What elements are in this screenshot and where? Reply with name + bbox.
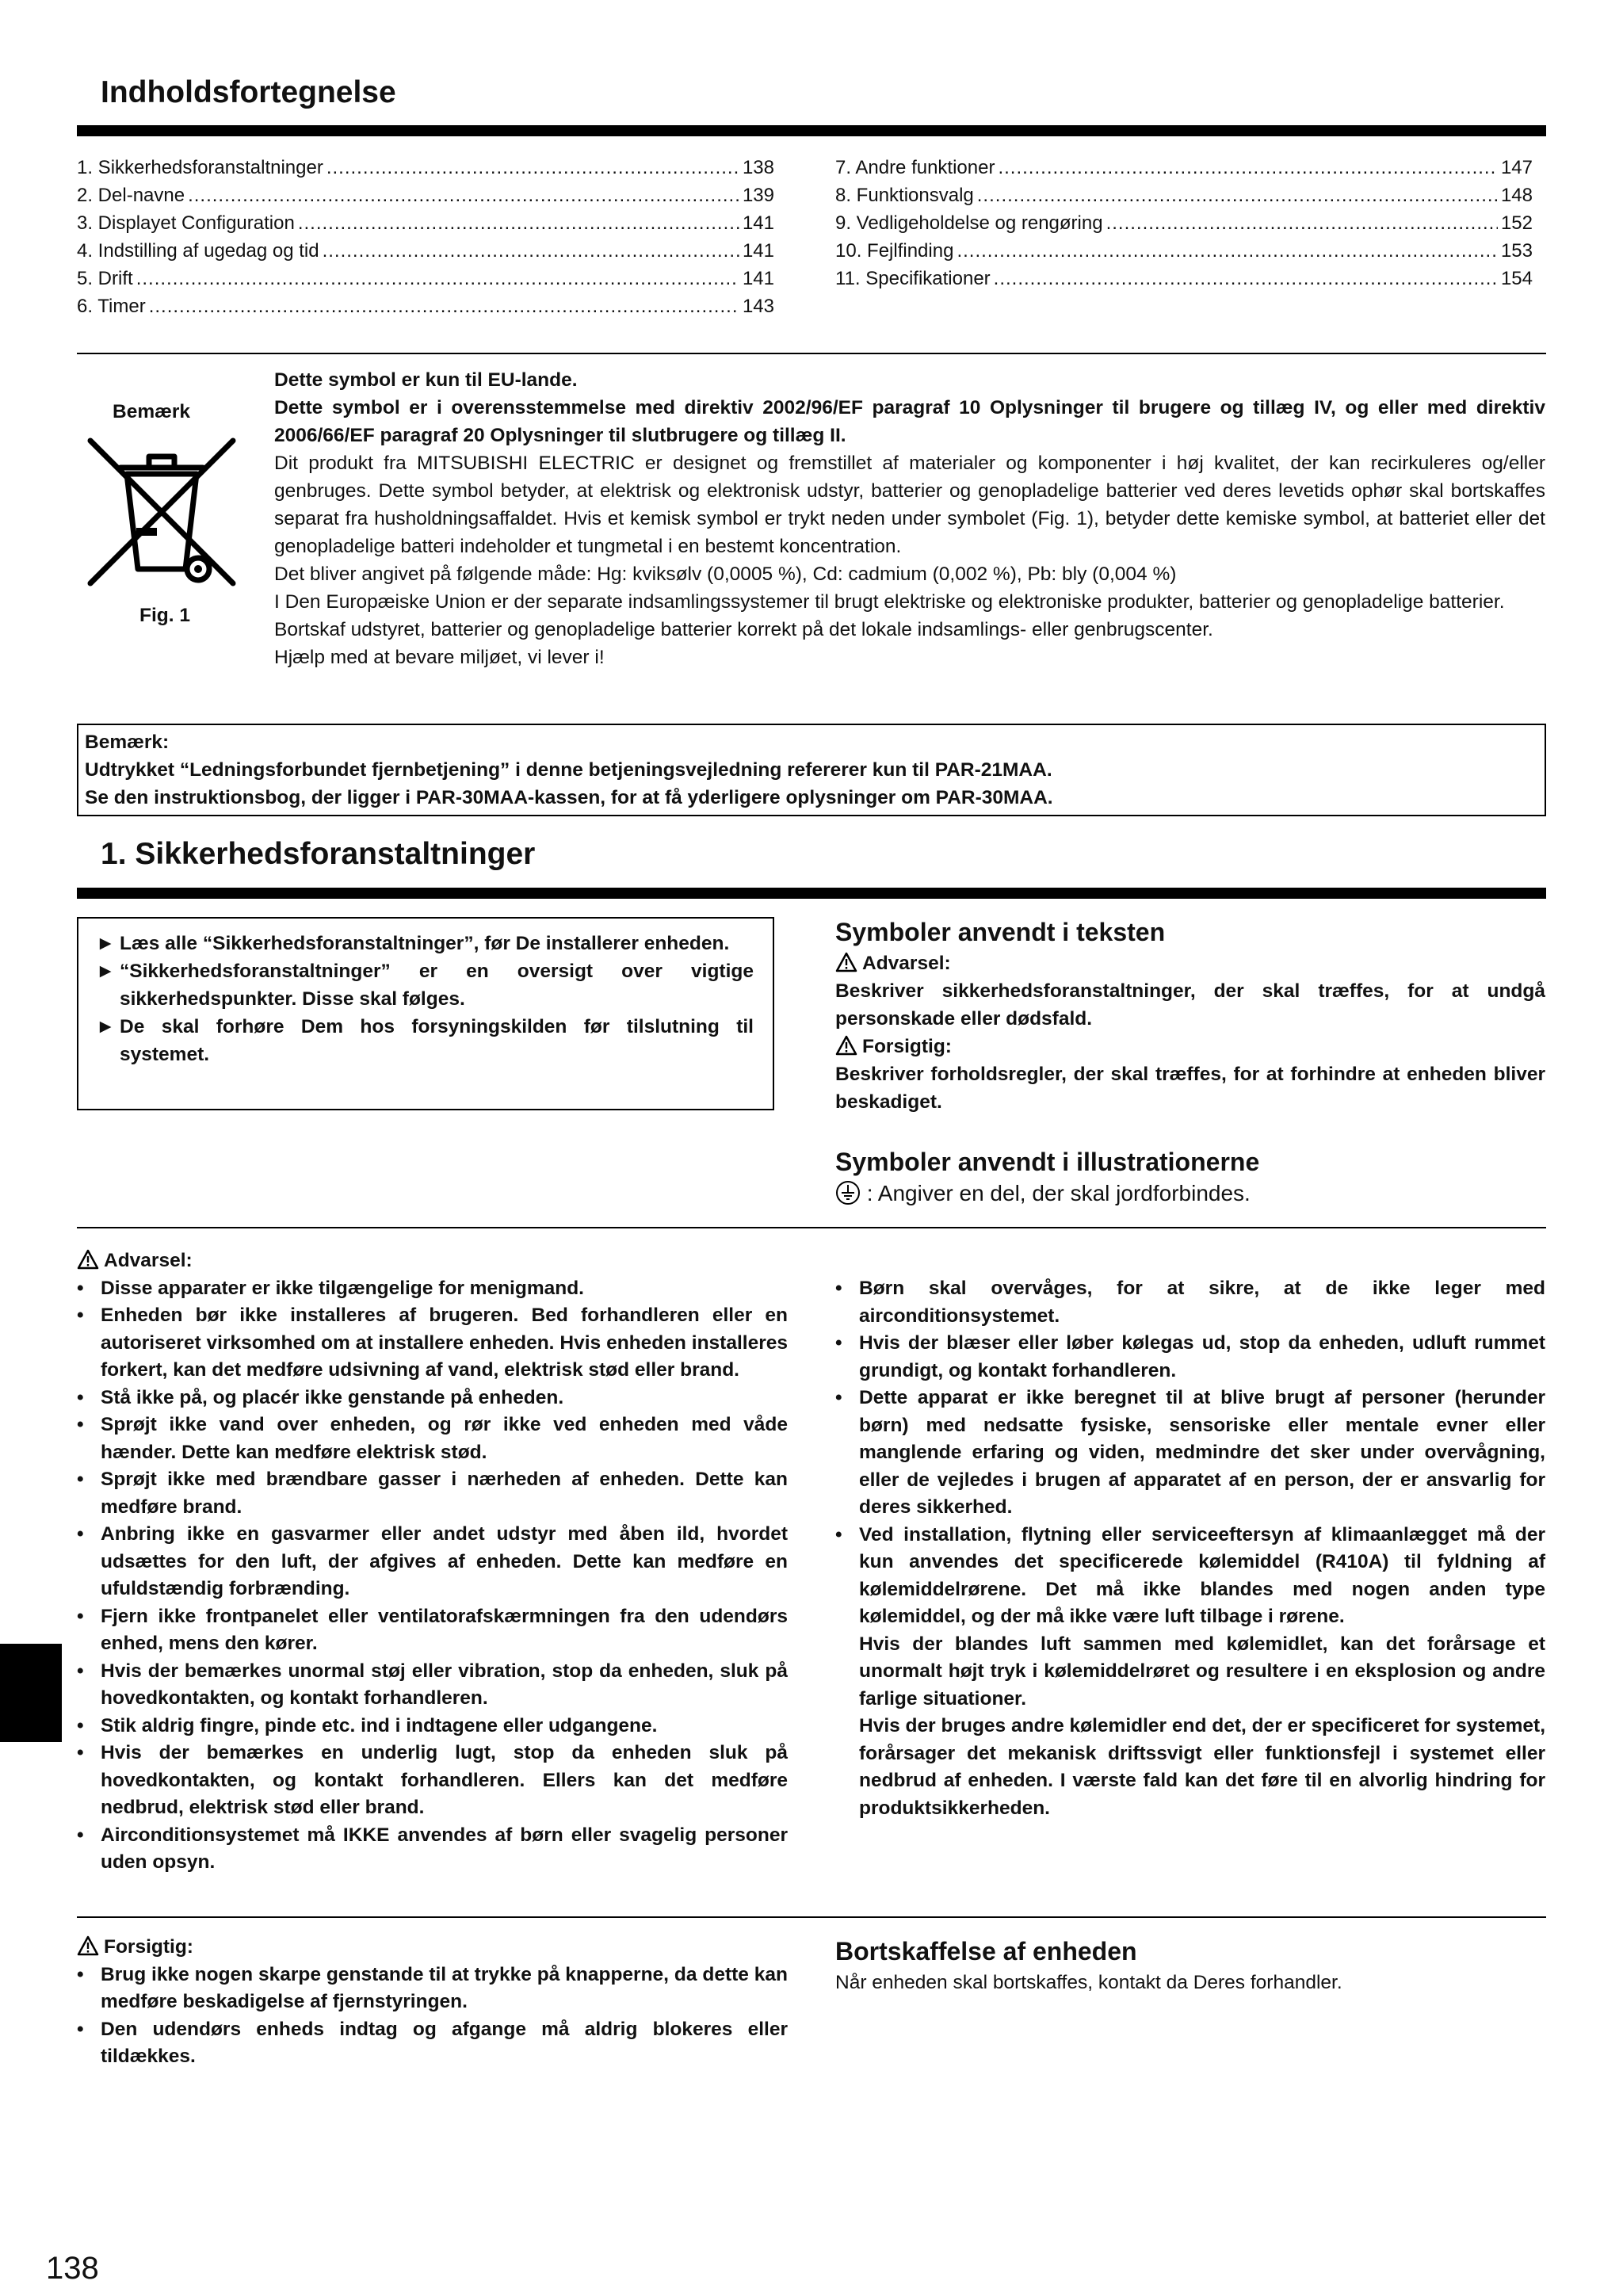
toc-item[interactable]: 9. Vedligeholdelse og rengøring ..... 152 bbox=[835, 209, 1533, 237]
advarsel-desc: Beskriver sikkerhedsforanstaltninger, der skal træffes, for at undgå personskade eller dødsfald. bbox=[835, 980, 1545, 1030]
toc-item[interactable]: 4. Indstilling af ugedag og tid ..... 141 bbox=[77, 237, 774, 265]
caution-item: • Brug ikke nogen skarpe genstande til at trykke på knapperne, da dette kan medføre beskadigelse af fjernstyringen. bbox=[77, 1963, 788, 2012]
toc-item[interactable]: 7. Andre funktioner ..... 147 bbox=[835, 154, 1533, 181]
symbols-illus-title: Symboler anvendt i illustrationerne bbox=[835, 1148, 1260, 1176]
instruction-item: ► “Sikkerhedsforanstaltninger” er en oversigt over vigtige sikkerhedspunkter. Disse skal følges. bbox=[96, 961, 754, 1010]
warning-item: • Enheden bør ikke installeres af brugeren. Bed forhandleren eller en autoriseret virksomhed om at installere enheden. Hvis enheden installeres forkert, kan det medføre udsivning af vand, elektrisk stød eller brand. bbox=[77, 1305, 788, 1381]
eu-note-line2: Dette symbol er i overensstemmelse med direktiv 2002/96/EF paragraf 10 Oplysninger til brugere og tillæg IV, og eller med direktiv 2006/66/EF paragraf 20 Oplysninger til slutbrugere og tillæg II. bbox=[274, 397, 1545, 446]
warning-item: • Hvis der blæser eller løber kølegas ud, stop da enheden, udluft rummet grundigt, og kontakt forhandleren. bbox=[835, 1332, 1545, 1381]
remark-box bbox=[77, 724, 1546, 816]
ground-desc: : Angiver en del, der skal jordforbindes. bbox=[866, 1181, 1251, 1205]
eu-note-body bbox=[274, 366, 1545, 671]
remark-line1: Udtrykket “Ledningsforbundet fjernbetjening” i denne betjeningsvejledning refererer kun til PAR-21MAA. bbox=[85, 759, 1052, 781]
warning-item: • Disse apparater er ikke tilgængelige for menigmand. bbox=[77, 1277, 584, 1299]
warning-item: • Anbring ikke en gasvarmer eller andet udstyr med åben ild, hvordet udsættes for den luft, der afgives af enheden. Dette kan medføre en ufuldstændig forbrænding. bbox=[77, 1523, 788, 1599]
forsigtig-label: Forsigtig: bbox=[862, 1036, 952, 1057]
divider bbox=[77, 1227, 1546, 1228]
warning-item: • Dette apparat er ikke beregnet til at blive brugt af personer (herunder børn) med nedsatte fysiske, sensoriske eller mentale evner eller manglende erfaring og viden, medmindre det sker under overvågning, eller de vejledes i brugen af apparatet af en person, der er ansvarlig for deres sikkerhed. bbox=[835, 1387, 1545, 1518]
warning-item: • Hvis der bemærkes en underlig lugt, stop da enheden sluk på hovedkontakten, og kontakt forhandleren. Ellers kan det medføre nedbrud, elektrisk stød eller brand. bbox=[77, 1742, 788, 1818]
warning-item: • Hvis der bemærkes unormal støj eller vibration, stop da enheden, sluk på hovedkontakten, og kontakt forhandleren. bbox=[77, 1660, 788, 1709]
warning-icon bbox=[77, 1249, 99, 1270]
fig-label: Fig. 1 bbox=[139, 605, 190, 626]
eu-note-para5: Hjælp med at bevare miljøet, vi lever i! bbox=[274, 647, 605, 668]
eu-note-para3: I Den Europæiske Union er der separate indsamlingssystemer til brugt elektriske og elektroniske produkter, batterier og genopladelige batterier. bbox=[274, 591, 1505, 613]
forsigtig-desc: Beskriver forholdsregler, der skal træffes, for at forhindre at enheden bliver beskadiget. bbox=[835, 1064, 1545, 1113]
toc-item[interactable]: 3. Displayet Configuration ..... 141 bbox=[77, 209, 774, 237]
toc-item[interactable]: 8. Funktionsvalg ..... 148 bbox=[835, 181, 1533, 209]
divider bbox=[77, 353, 1546, 354]
toc-item[interactable]: 2. Del-navne ..... 139 bbox=[77, 181, 774, 209]
section1-rule bbox=[77, 888, 1546, 899]
caution-icon bbox=[77, 1935, 99, 1956]
divider bbox=[77, 1916, 1546, 1918]
eu-note-para4: Bortskaf udstyret, batterier og genopladelige batterier korrekt på det lokale indsamlings- eller genbrugscenter. bbox=[274, 619, 1213, 640]
eu-note-para2: Det bliver angivet på følgende måde: Hg: kviksølv (0,0005 %), Cd: cadmium (0,002 %), Pb: bly (0,004 %) bbox=[274, 563, 1177, 585]
warning-item: • Stå ikke på, og placér ikke genstande på enheden. bbox=[77, 1386, 564, 1408]
toc-right bbox=[835, 154, 1533, 292]
disposal-section bbox=[835, 1934, 1545, 1996]
warning-item: • Fjern ikke frontpanelet eller ventilatorafskærmningen fra den udendørs enhed, mens den kører. bbox=[77, 1605, 788, 1654]
ground-icon bbox=[835, 1180, 861, 1205]
warning-item: • Stik aldrig fingre, pinde etc. ind i indtagene eller udgangene. bbox=[77, 1714, 658, 1736]
caution-icon bbox=[835, 1035, 857, 1056]
section-tab bbox=[0, 1644, 62, 1742]
warning-extra: Hvis der bruges andre kølemidler end det, der er specificeret for systemet, forårsager det mekanisk driftssvigt eller funktionsfejl i systemet eller nedbrud af enheden. I værste fald kan det føre til en alvorlig hindring for produktsikkerheden. bbox=[859, 1715, 1545, 1819]
warnings-left bbox=[77, 1247, 788, 1877]
warning-item: • Ved installation, flytning eller serviceeftersyn af klimaanlægget må der kun anvendes det specificerede kølemiddel (R410A) til fyldning af kølemiddelrørene. Det må ikke blandes med nogen anden type kølemiddel, og der må ikke være luft tilbage i rørene. bbox=[835, 1523, 1545, 1627]
caution-title: Forsigtig: bbox=[104, 1936, 193, 1958]
disposal-title: Bortskaffelse af enheden bbox=[835, 1937, 1137, 1966]
instruction-item: ► Læs alle “Sikkerhedsforanstaltninger”, før De installerer enheden. bbox=[96, 933, 730, 954]
symbols-text bbox=[835, 915, 1545, 1208]
eu-note-label: Bemærk bbox=[113, 401, 191, 422]
toc-item[interactable]: 11. Specifikationer ..... 154 bbox=[835, 265, 1533, 292]
eu-note-line1: Dette symbol er kun til EU-lande. bbox=[274, 369, 578, 391]
title-rule bbox=[77, 125, 1546, 136]
toc-left bbox=[77, 154, 774, 320]
toc-title: Indholdsfortegnelse bbox=[101, 75, 396, 109]
warnings-title: Advarsel: bbox=[104, 1250, 193, 1271]
instructions-box bbox=[77, 917, 774, 1110]
toc-item[interactable]: 10. Fejlfinding ..... 153 bbox=[835, 237, 1533, 265]
remark-title: Bemærk: bbox=[85, 732, 170, 753]
symbols-text-title: Symboler anvendt i teksten bbox=[835, 918, 1166, 946]
crossed-bin-icon bbox=[82, 434, 241, 597]
warning-item: • Airconditionsystemet må IKKE anvendes af børn eller svagelig personer uden opsyn. bbox=[77, 1824, 788, 1873]
section1-title: 1. Sikkerhedsforanstaltninger bbox=[101, 837, 536, 871]
caution-section bbox=[77, 1934, 788, 2071]
disposal-text: Når enheden skal bortskaffes, kontakt da Deres forhandler. bbox=[835, 1972, 1342, 1993]
eu-note-para1: Dit produkt fra MITSUBISHI ELECTRIC er designet og fremstillet af materialer og komponenter i høj kvalitet, der kan recirkuleres og/eller genbruges. Dette symbol betyder, at elektrisk og elektronisk udstyr, batterier og genopladelige batterier ved deres levetids ophør skal bortskaffes separat fra husholdningsaffaldet. Hvis et kemisk symbol er trykt neden under symbolet (Fig. 1), betyder dette kemiske symbol, at batteriet eller det genopladelige batteri indeholder et tungmetal i en bestemt koncentration. bbox=[274, 453, 1545, 557]
warning-item: • Sprøjt ikke med brændbare gasser i nærheden af enheden. Dette kan medføre brand. bbox=[77, 1469, 788, 1518]
toc-item[interactable]: 5. Drift ..... 141 bbox=[77, 265, 774, 292]
page-number: 138 bbox=[46, 2251, 99, 2286]
warning-item: • Børn skal overvåges, for at sikre, at de ikke leger med airconditionsystemet. bbox=[835, 1278, 1545, 1327]
toc-item[interactable]: 6. Timer ..... 143 bbox=[77, 292, 774, 320]
advarsel-label: Advarsel: bbox=[862, 953, 951, 974]
warning-extra: Hvis der blandes luft sammen med kølemidlet, kan det forårsage et unormalt højt tryk i kølemiddelrøret og resultere i en eksplosion og andre farlige situationer. bbox=[859, 1633, 1545, 1710]
warnings-right bbox=[835, 1275, 1545, 1822]
caution-item: • Den udendørs enheds indtag og afgange må aldrig blokeres eller tildækkes. bbox=[77, 2018, 788, 2067]
warning-item: • Sprøjt ikke vand over enheden, og rør ikke ved enheden med våde hænder. Dette kan medføre elektrisk stød. bbox=[77, 1414, 788, 1463]
remark-line2: Se den instruktionsbog, der ligger i PAR-30MAA-kassen, for at få yderligere oplysninger om PAR-30MAA. bbox=[85, 787, 1053, 808]
instruction-item: ► De skal forhøre Dem hos forsyningskilden før tilslutning til systemet. bbox=[96, 1016, 754, 1065]
warning-icon bbox=[835, 952, 857, 972]
toc-item[interactable]: 1. Sikkerhedsforanstaltninger ..... 138 bbox=[77, 154, 774, 181]
